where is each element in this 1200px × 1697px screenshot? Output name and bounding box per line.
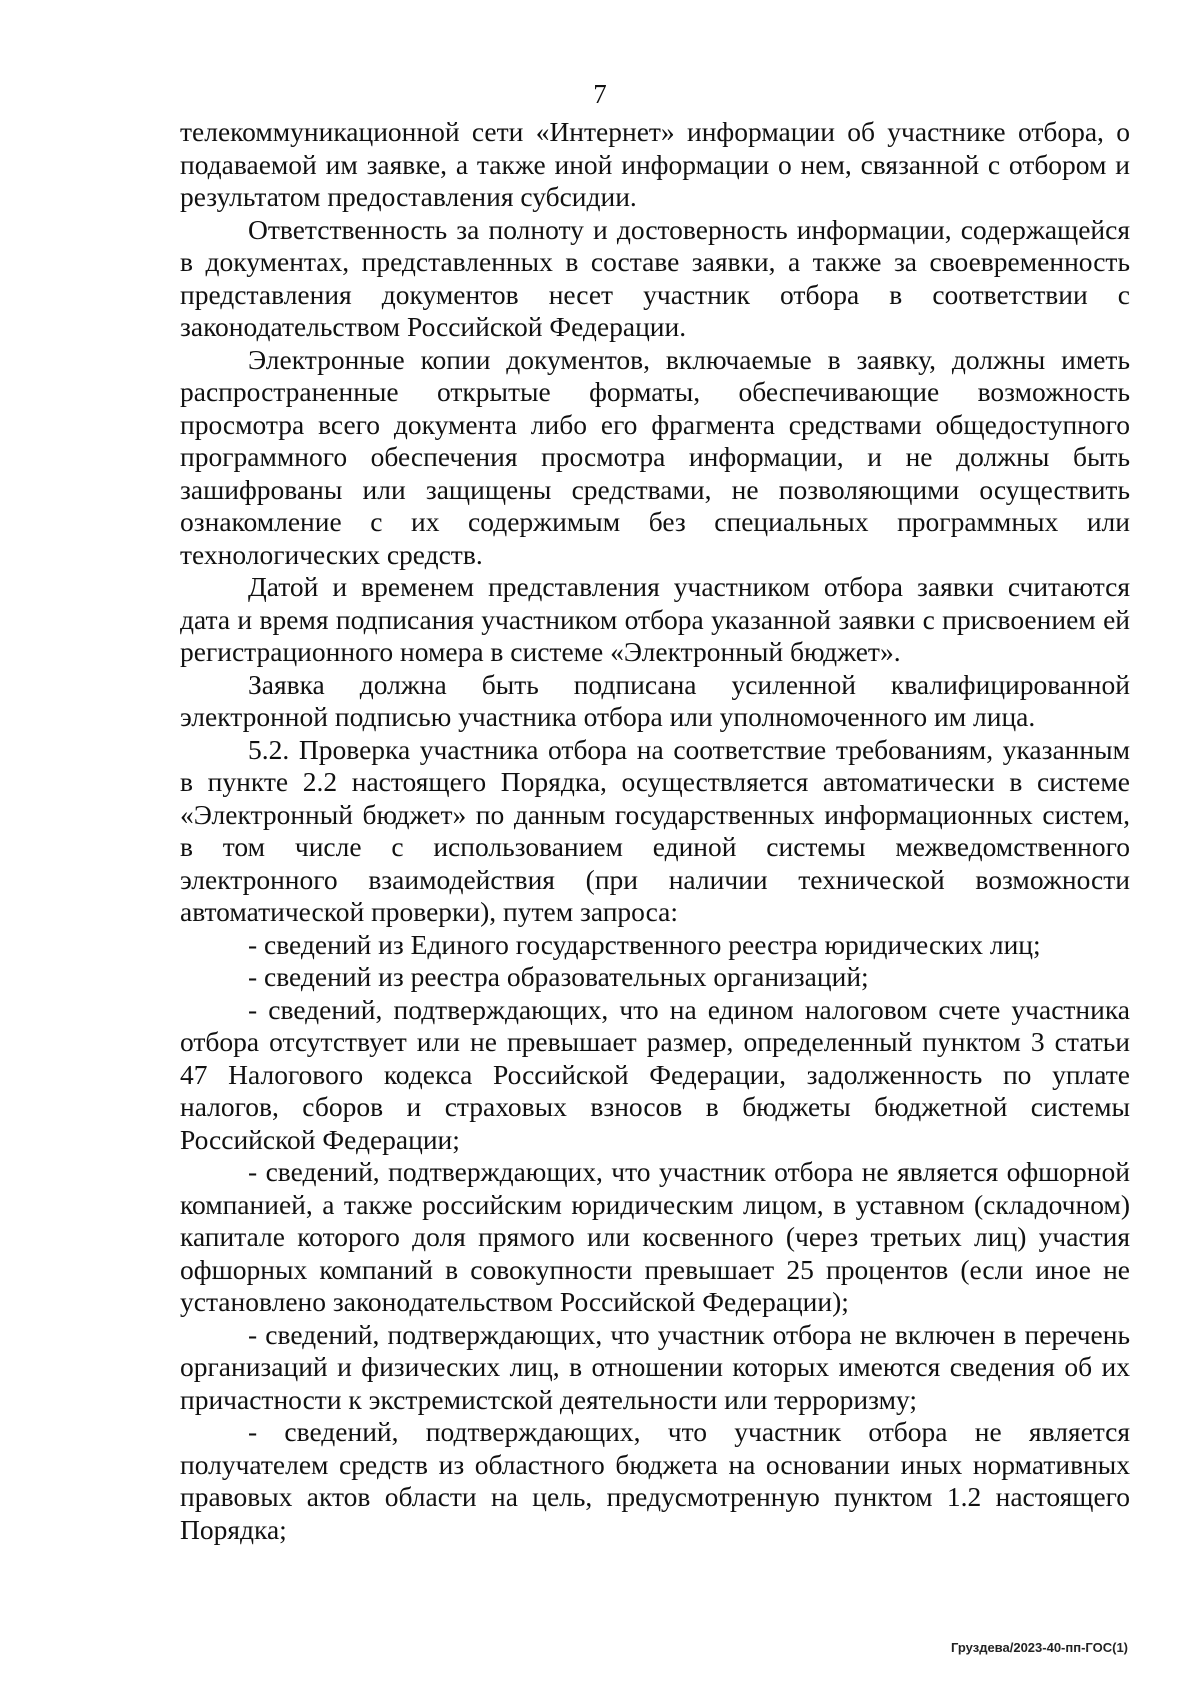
paragraph-submission-date: Датой и временем представления участником отбора заявки считаются дата и время подписания участником отбора указанной заявки с присвоением ей регистрационного номера в системе «Электронный бюджет». bbox=[180, 571, 1130, 667]
paragraph-electronic-copies: Электронные копии документов, включаемые в заявку, должны иметь распространенные открытые форматы, обеспечивающие возможность просмотра всего документа либо его фрагмента средствами общедоступного программного обеспечения просмотра информации, и не должны быть зашифрованы или защищены средствами, не позволяющими осуществить ознакомление с их содержимым без специальных программных или технологических средств. bbox=[180, 343, 1130, 570]
paragraph-internet-info: телекоммуникационной сети «Интернет» информации об участнике отбора, о подаваемой им заявке, а также иной информации о нем, связанной с отбором и результатом предоставления субсидии. bbox=[180, 116, 1130, 212]
list-item-egrul: - сведений из Единого государственного реестра юридических лиц; bbox=[248, 928, 1041, 960]
list-item-offshore: - сведений, подтверждающих, что участник отбора не является офшорной компанией, а также российским юридическим лицом, в уставном (складочном) капитале которого доля прямого или косвенного (через третьих лиц) участия офшорных компаний в совокупности превышает 25 процентов (если иное не установлено законодательством Российской Федерации); bbox=[180, 1156, 1130, 1317]
page-number: 7 bbox=[593, 79, 607, 109]
paragraph-5-2-verification: 5.2. Проверка участника отбора на соответствие требованиям, указанным в пункте 2.2 настоящего Порядка, осуществляется автоматически в системе «Электронный бюджет» по данным государственных информационных систем, в том числе с использованием единой системы межведомственного электронного взаимодействия (при наличии технической возможности автоматической проверки), путем запроса: bbox=[180, 733, 1130, 927]
paragraph-responsibility: Ответственность за полноту и достоверность информации, содержащейся в документах, представленных в составе заявки, а также за своевременность представления документов несет участник отбора в соответствии с законодательством Российской Федерации. bbox=[180, 213, 1130, 342]
footer-document-code: Груздева/2023-40-пп-ГОС(1) bbox=[951, 1640, 1128, 1655]
list-item-extremism: - сведений, подтверждающих, что участник отбора не включен в перечень организаций и физических лиц, в отношении которых имеются сведения об их причастности к экстремистской деятельности или терроризму; bbox=[180, 1318, 1130, 1415]
list-item-tax-account: - сведений, подтверждающих, что на едином налоговом счете участника отбора отсутствует или не превышает размер, определенный пунктом 3 статьи 47 Налогового кодекса Российской Федерации, задолженность по уплате налогов, сборов и страховых взносов в бюджеты бюджетной системы Российской Федерации; bbox=[180, 993, 1130, 1155]
paragraph-signature: Заявка должна быть подписана усиленной квалифицированной электронной подписью участника отбора или уполномоченного им лица. bbox=[180, 668, 1130, 732]
list-item-education-registry: - сведений из реестра образовательных организаций; bbox=[248, 961, 869, 992]
document-body bbox=[180, 116, 1130, 1546]
list-item-budget-recipient: - сведений, подтверждающих, что участник отбора не является получателем средств из областного бюджета на основании иных нормативных правовых актов области на цель, предусмотренную пунктом 1.2 настоящего Порядка; bbox=[180, 1416, 1130, 1545]
